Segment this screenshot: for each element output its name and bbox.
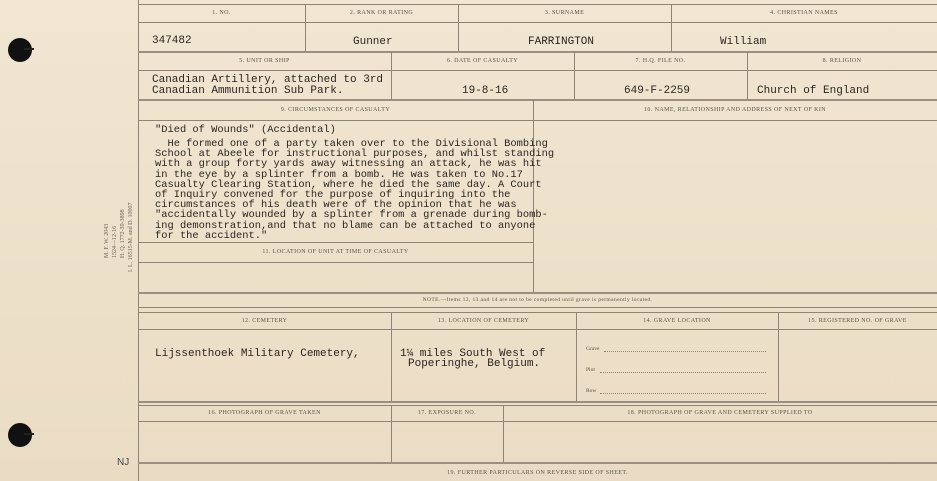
christian-names-value: William bbox=[720, 36, 767, 48]
header-exposure: 17. EXPOSURE NO. bbox=[417, 410, 477, 416]
rule bbox=[576, 312, 577, 401]
date-value: 19-8-16 bbox=[462, 85, 509, 97]
surname-value: FARRINGTON bbox=[528, 36, 595, 48]
hq-file-value: 649-F-2259 bbox=[624, 85, 691, 97]
header-religion: 8. RELIGION bbox=[822, 58, 862, 64]
service-number: 347482 bbox=[152, 35, 192, 47]
rule bbox=[138, 292, 937, 294]
religion-value: Church of England bbox=[757, 85, 870, 97]
header-photo-grave: 16. PHOTOGRAPH OF GRAVE TAKEN bbox=[208, 410, 321, 416]
rule bbox=[604, 351, 766, 352]
cemetery-value: Lijssenthoek Military Cemetery, bbox=[155, 348, 360, 360]
location-line-2: Poperinghe, Belgium. bbox=[408, 358, 541, 370]
rule bbox=[138, 99, 937, 101]
rule bbox=[138, 4, 937, 5]
rule bbox=[138, 22, 937, 23]
header-no: 1. NO. bbox=[212, 10, 231, 16]
rule bbox=[138, 329, 937, 330]
rule bbox=[138, 462, 937, 464]
initials: NJ bbox=[117, 457, 130, 468]
rule bbox=[391, 312, 392, 401]
header-registered-no: 15. REGISTERED NO. OF GRAVE bbox=[808, 318, 907, 324]
header-christian-names: 4. CHRISTIAN NAMES bbox=[770, 10, 838, 16]
circumstances-line: Casualty Clearing Station, where he died the same day. A Court bbox=[155, 178, 542, 191]
location-line-1: 1¼ miles South West of bbox=[400, 348, 546, 360]
rule bbox=[138, 421, 937, 422]
row-field-label: Row bbox=[586, 388, 597, 394]
rule bbox=[600, 393, 766, 394]
circumstances-title: "Died of Wounds" (Accidental) bbox=[155, 124, 336, 136]
header-further-particulars: 19. FURTHER PARTICULARS ON REVERSE SIDE OF SHEET. bbox=[447, 470, 628, 476]
header-cemetery: 12. CEMETERY bbox=[241, 318, 288, 324]
circumstances-line: with a group forty yards away witnessing an attack, he was hit bbox=[155, 158, 542, 171]
header-location-unit: 11. LOCATION OF UNIT AT TIME OF CASUALTY bbox=[262, 249, 409, 255]
header-hq-file: 7. H.Q. FILE NO. bbox=[635, 58, 686, 64]
circumstances-line: for the accident." bbox=[155, 229, 268, 242]
rule bbox=[600, 372, 766, 373]
rule bbox=[138, 401, 937, 403]
circumstances-line: in the eye by a splinter from a bomb. He was taken to No.17 bbox=[155, 168, 523, 181]
form-code-3: H. Q. 1772-39-3898 bbox=[120, 209, 126, 258]
margin-rule bbox=[138, 0, 139, 481]
header-location-cemetery: 13. LOCATION OF CEMETERY bbox=[437, 318, 530, 324]
note-text: NOTE.—Items 12, 13 and 14 are not to be completed until grave is permanently located. bbox=[422, 297, 653, 303]
rule bbox=[138, 312, 937, 313]
rule bbox=[138, 242, 533, 243]
grave-field-label: Grave bbox=[586, 346, 600, 352]
circumstances-line: "accidentally wounded by a splinter from a grenade during bomb- bbox=[155, 209, 548, 222]
header-photo-supplied: 18. PHOTOGRAPH OF GRAVE AND CEMETERY SUPPLIED TO bbox=[627, 410, 813, 416]
rule bbox=[138, 51, 937, 53]
form-code: M. F. W. 2043 bbox=[104, 223, 110, 258]
circumstances-line: ing demonstration,and that no blame can be attached to anyone bbox=[155, 219, 536, 232]
form-code-4: I. L. 16515-M. and D. 10007 bbox=[128, 202, 134, 272]
punch-hole-top bbox=[8, 38, 32, 62]
form-code-2: 1524—12-16 bbox=[112, 226, 118, 258]
header-next-of-kin: 10. NAME, RELATIONSHIP AND ADDRESS OF NEXT OF KIN bbox=[644, 107, 826, 113]
header-date: 6. DATE OF CASUALTY bbox=[446, 58, 519, 64]
rule bbox=[138, 70, 937, 71]
circumstances-line: School at Abeele for instructional purposes, and whilst standing bbox=[155, 148, 555, 161]
circumstances-line: circumstances of his death were of the opinion that he was bbox=[155, 199, 517, 212]
punch-hole-bottom bbox=[8, 423, 32, 447]
rule bbox=[138, 307, 937, 308]
header-circumstances: 9. CIRCUMSTANCES OF CASUALTY bbox=[280, 107, 391, 113]
rule bbox=[138, 262, 533, 263]
header-rank: 2. RANK OR RATING bbox=[349, 10, 414, 16]
rule bbox=[533, 99, 534, 292]
circumstances-line: of Inquiry convened for the purpose of inquiring into the bbox=[155, 189, 511, 201]
rule bbox=[138, 120, 937, 121]
header-grave-location: 14. GRAVE LOCATION bbox=[643, 318, 711, 324]
unit-line-2: Canadian Ammunition Sub Park. bbox=[152, 85, 344, 97]
circumstances-line: He formed one of a party taken over to the Divisional Bombing bbox=[155, 138, 548, 150]
rank-value: Gunner bbox=[353, 36, 393, 48]
plot-field-label: Plot bbox=[586, 367, 595, 373]
rule bbox=[138, 405, 937, 406]
header-surname: 3. SURNAME bbox=[544, 10, 585, 16]
rule bbox=[778, 312, 779, 401]
unit-line-1: Canadian Artillery, attached to 3rd bbox=[152, 74, 384, 86]
header-unit: 5. UNIT OR SHIP bbox=[239, 58, 290, 64]
